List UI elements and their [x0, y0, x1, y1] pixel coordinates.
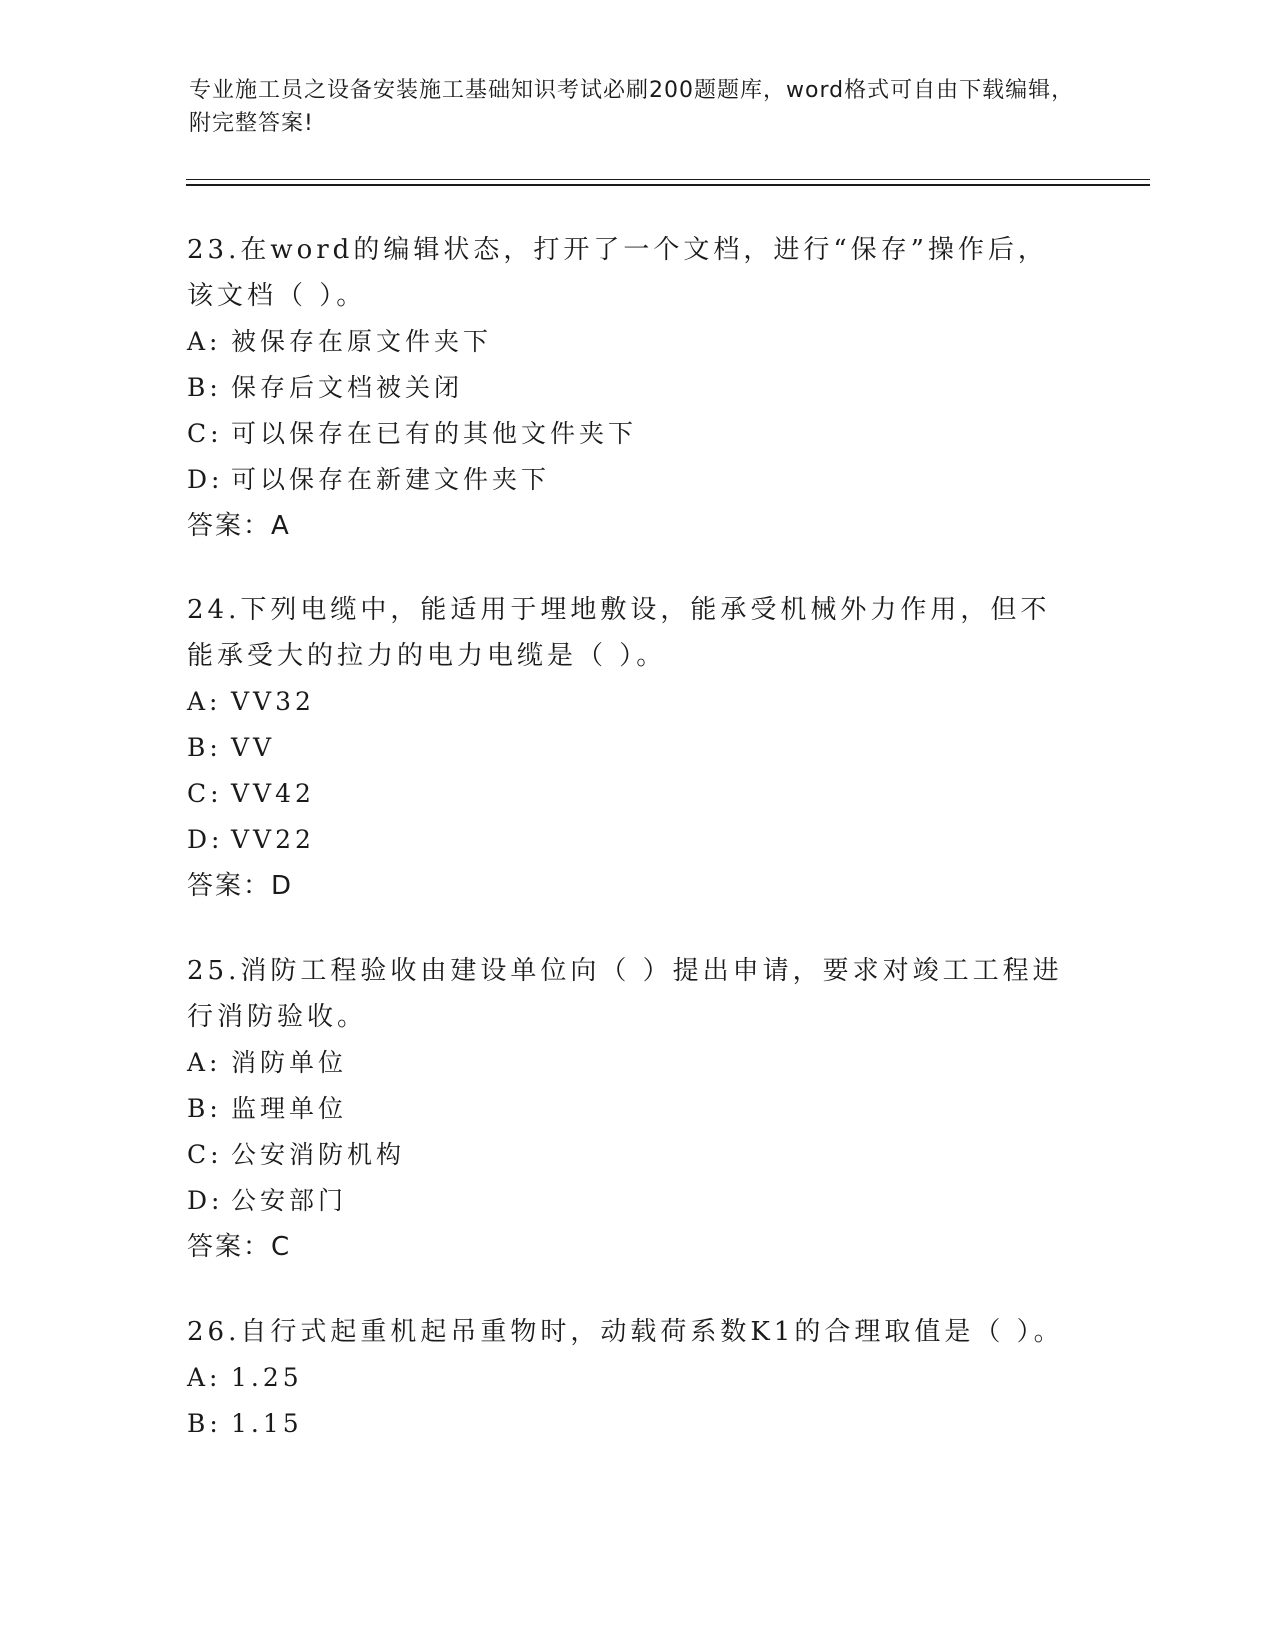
header-divider-thin	[186, 179, 1150, 180]
option-text: 监理单位	[231, 1094, 348, 1123]
option-text: VV42	[231, 779, 315, 808]
option-letter: A:	[187, 1048, 222, 1077]
option-text: 公安部门	[231, 1186, 348, 1215]
option-b	[187, 1401, 1067, 1447]
option-text: 被保存在原文件夹下	[231, 327, 493, 356]
option-c	[187, 411, 1067, 457]
option-text: 1.25	[231, 1363, 303, 1392]
answer: 答案：C	[187, 1232, 292, 1262]
option-letter: B:	[187, 733, 222, 762]
question-text: 26.自行式起重机起吊重物时，动载荷系数K1的合理取值是（ ）。	[187, 1317, 1064, 1347]
option-c	[187, 771, 1067, 817]
question-25	[187, 948, 1067, 1270]
option-a	[187, 319, 1067, 365]
option-letter: B:	[187, 1094, 222, 1123]
document-header: 专业施工员之设备安装施工基础知识考试必刷200题题库，word格式可自由下载编辑，附完整答案!	[189, 78, 1075, 136]
option-c	[187, 1132, 1067, 1178]
option-text: 可以保存在新建文件夹下	[231, 465, 551, 494]
answer: 答案：A	[187, 511, 291, 541]
option-d	[187, 817, 1067, 863]
option-b	[187, 725, 1067, 771]
option-text: 可以保存在已有的其他文件夹下	[231, 419, 638, 448]
option-b	[187, 365, 1067, 411]
option-text: 消防单位	[231, 1048, 348, 1077]
option-letter: D:	[187, 825, 224, 854]
question-23	[187, 227, 1067, 549]
option-letter: D:	[187, 465, 224, 494]
option-text: VV32	[231, 687, 315, 716]
question-26	[187, 1309, 1067, 1447]
option-letter: A:	[187, 327, 222, 356]
option-letter: B:	[187, 373, 222, 402]
option-a	[187, 1355, 1067, 1401]
question-text: 25.消防工程验收由建设单位向（ ）提出申请，要求对竣工工程进行消防验收。	[187, 956, 1063, 1032]
option-text: VV22	[231, 825, 315, 854]
option-letter: D:	[187, 1186, 224, 1215]
option-letter: A:	[187, 1363, 222, 1392]
option-text: 1.15	[231, 1409, 303, 1438]
option-letter: B:	[187, 1409, 222, 1438]
option-b	[187, 1086, 1067, 1132]
option-text: 保存后文档被关闭	[231, 373, 464, 402]
option-a	[187, 679, 1067, 725]
option-text: 公安消防机构	[231, 1140, 406, 1169]
header-divider-thick	[186, 184, 1150, 186]
option-letter: C:	[187, 419, 223, 448]
option-text: VV	[231, 733, 276, 762]
option-d	[187, 457, 1067, 503]
option-a	[187, 1040, 1067, 1086]
question-text: 24.下列电缆中，能适用于埋地敷设，能承受机械外力作用，但不能承受大的拉力的电力电缆是（ ）。	[187, 595, 1051, 671]
option-d	[187, 1178, 1067, 1224]
answer: 答案：D	[187, 871, 294, 901]
option-letter: A:	[187, 687, 222, 716]
option-letter: C:	[187, 1140, 223, 1169]
question-text: 23.在word的编辑状态，打开了一个文档，进行“保存”操作后，该文档（ ）。	[187, 235, 1048, 311]
question-24	[187, 587, 1067, 909]
option-letter: C:	[187, 779, 223, 808]
